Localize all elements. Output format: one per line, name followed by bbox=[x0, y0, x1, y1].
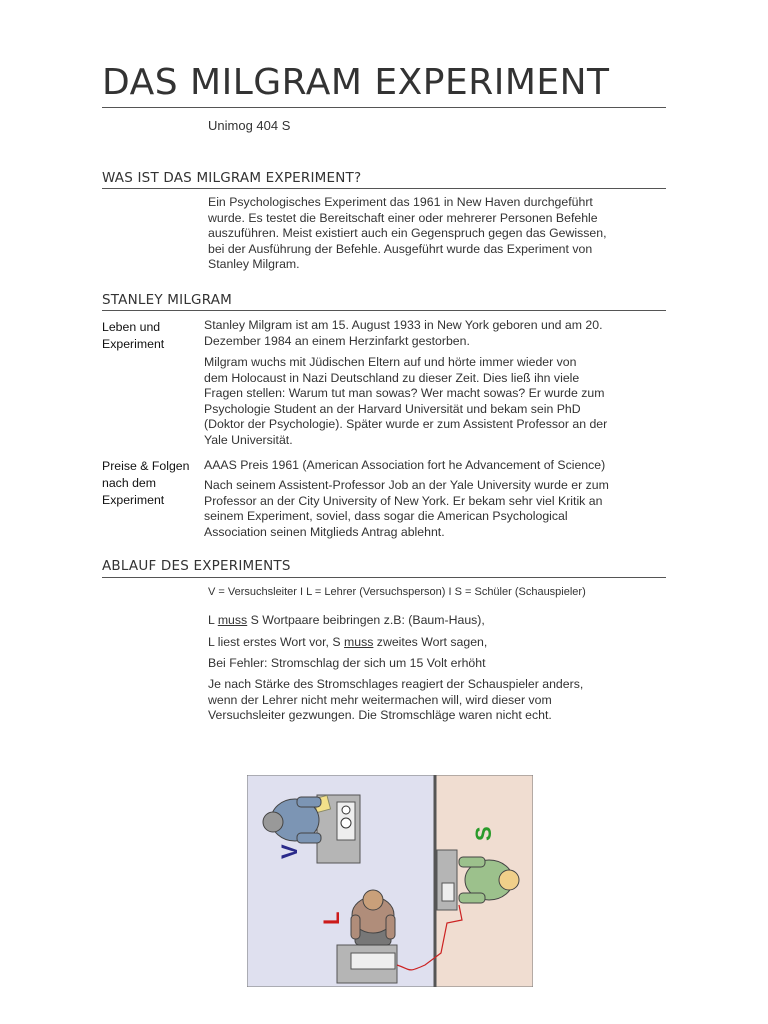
text-span: L bbox=[208, 613, 218, 627]
section-heading-milgram: STANLEY MILGRAM bbox=[102, 292, 233, 308]
row-label-life bbox=[102, 319, 164, 353]
text-line: wurde. Es testet die Bereitschaft einer oder mehrerer Personen Befehle bbox=[208, 210, 598, 225]
text-line: Dezember 1984 an einem Herzinfarkt gestorben. bbox=[204, 333, 470, 348]
text-span: zweites Wort sagen, bbox=[373, 635, 488, 649]
text-line: seinem Experiment, soviel, dass sogar die American Psychological bbox=[204, 509, 568, 523]
experiment-diagram bbox=[247, 775, 533, 987]
label-l: L bbox=[319, 911, 344, 925]
underlined-word: muss bbox=[217, 613, 248, 627]
subtitle: Unimog 404 S bbox=[208, 118, 291, 133]
legend-text: V = Versuchsleiter I L = Lehrer (Versuchsperson) I S = Schüler (Schauspieler) bbox=[208, 586, 586, 598]
text-line: Milgram wuchs mit Jüdischen Eltern auf und hörte immer wieder von bbox=[204, 355, 577, 369]
text-line: Ein Psychologisches Experiment das 1961 in New Haven durchgeführt bbox=[208, 195, 593, 209]
text-line: Je nach Stärke des Stromschlages reagiert der Schauspieler anders, bbox=[208, 677, 584, 691]
text-line: Association seinen Mitglieds Antrag ablehnt. bbox=[204, 524, 445, 539]
text-line: bei der Ausführung der Befehle. Ausgeführt wurde das Experiment von bbox=[208, 241, 593, 256]
label-line: Leben und bbox=[102, 320, 161, 334]
page-title: DAS MILGRAM EXPERIMENT bbox=[102, 62, 610, 103]
text-line: Yale Universität. bbox=[204, 432, 293, 447]
step-2 bbox=[208, 635, 487, 651]
text-line: wenn der Lehrer nicht mehr weitermachen will, wird dieser vom bbox=[208, 692, 552, 707]
awards-paragraph-1 bbox=[204, 458, 605, 474]
awards-paragraph-2 bbox=[204, 478, 609, 540]
text-line: Professor an der City University of New York. Er bekam sehr viel Kritik an bbox=[204, 493, 603, 508]
label-line: Experiment bbox=[102, 337, 165, 351]
step-1 bbox=[208, 613, 485, 629]
text-line: Stanley Milgram ist am 15. August 1933 in New York geboren und am 20. bbox=[204, 318, 603, 332]
text-line: Psychologie Student an der Harvard Universität und bekam sein PhD bbox=[204, 401, 581, 416]
step-4 bbox=[208, 677, 583, 724]
section-heading-procedure: ABLAUF DES EXPERIMENTS bbox=[102, 558, 291, 574]
section-rule bbox=[102, 577, 666, 578]
row-label-awards bbox=[102, 458, 190, 509]
text-line: Fragen stellen: Warum tut man sowas? Wer macht sowas? Er wurde zum bbox=[204, 386, 605, 400]
text-line: dem Holocaust in Nazi Deutschland zu dieser Zeit. Dies ließ ihn viele bbox=[204, 370, 580, 385]
label-line: nach dem bbox=[102, 476, 157, 490]
title-rule bbox=[102, 107, 666, 108]
section1-paragraph bbox=[208, 195, 607, 273]
text-line: auszuführen. Meist existiert auch ein Gegenspruch gegen das Gewissen, bbox=[208, 226, 607, 240]
section-rule bbox=[102, 188, 666, 189]
life-paragraph-2 bbox=[204, 355, 607, 448]
text-span: L liest erstes Wort vor, S bbox=[208, 635, 344, 649]
learner-machine bbox=[437, 850, 457, 910]
text-line: Versuchsleiter gezwungen. Die Stromschläge waren nicht echt. bbox=[208, 708, 552, 722]
section-rule bbox=[102, 310, 666, 311]
label-line: Preise & Folgen bbox=[102, 459, 190, 473]
text-line: Nach seinem Assistent-Professor Job an der Yale University wurde er zum bbox=[204, 478, 609, 492]
label-s: S bbox=[471, 826, 496, 841]
text-line: AAAS Preis 1961 (American Association fort he Advancement of Science) bbox=[204, 458, 606, 472]
label-v: V bbox=[277, 844, 302, 859]
text-line: Stanley Milgram. bbox=[208, 257, 300, 271]
text-line: (Doktor der Psychologie). Später wurde er zum Assistent Professor an der bbox=[204, 417, 608, 431]
life-paragraph-1 bbox=[204, 318, 603, 349]
step-3: Bei Fehler: Stromschlag der sich um 15 Volt erhöht bbox=[208, 656, 486, 670]
section-heading-what: WAS IST DAS MILGRAM EXPERIMENT? bbox=[102, 170, 362, 186]
teacher-desk bbox=[337, 945, 397, 983]
underlined-word: muss bbox=[344, 635, 374, 649]
label-line: Experiment bbox=[102, 493, 165, 507]
text-span: S Wortpaare beibringen z.B: (Baum-Haus), bbox=[247, 613, 485, 627]
